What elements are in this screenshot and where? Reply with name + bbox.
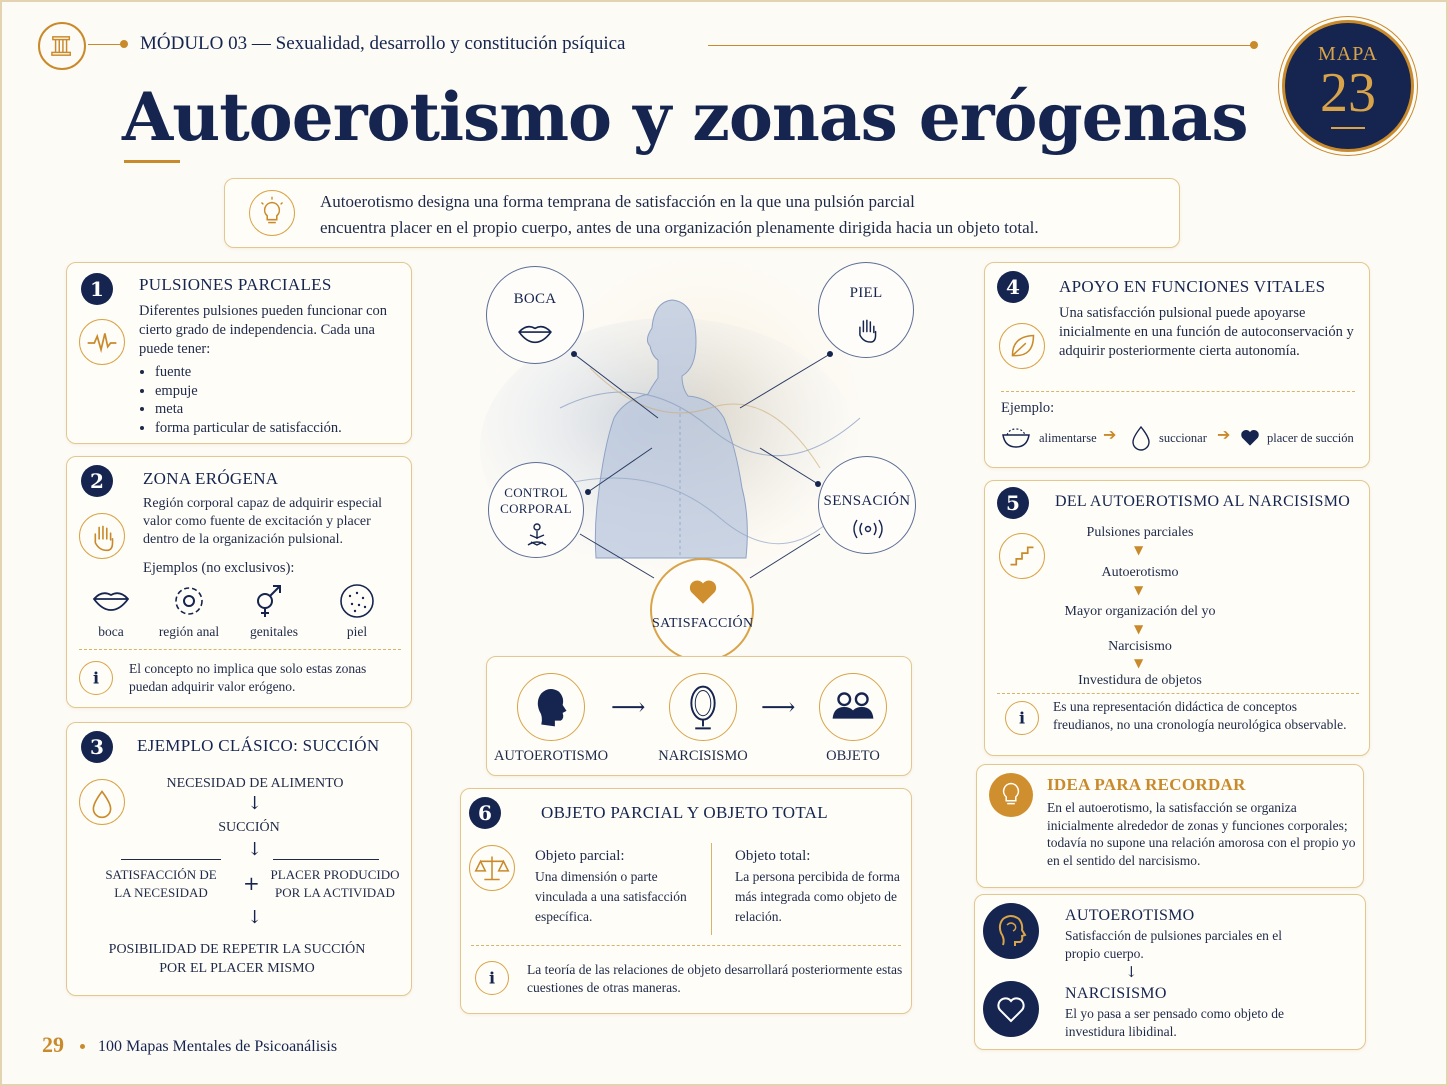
flow-narcisismo: NARCISISMO [658, 748, 748, 764]
header-dot-left [120, 40, 128, 48]
step-investidura: Investidura de objetos [1078, 673, 1202, 688]
step-necesidad: NECESIDAD DE ALIMENTO [166, 776, 344, 791]
heart-icon [983, 981, 1039, 1037]
chain-alimentarse: alimentarse [1039, 431, 1097, 445]
sensacion-label: SENSACIÓN [823, 493, 911, 509]
arrow-down-icon: ▼ [1134, 583, 1144, 597]
list-item: • fuente [155, 363, 405, 382]
header-line-left [88, 44, 124, 45]
badge-underline [1331, 127, 1365, 129]
summary-a-text: Satisfacción de pulsiones parciales en el propio cuerpo. [1065, 928, 1283, 961]
card1-number: 1 [81, 273, 113, 305]
intro-line-1: Autoerotismo designa una forma temprana de satisfacción en la que una pulsión parcial [320, 192, 915, 211]
lips-icon [91, 585, 131, 615]
final-line-2: POR EL PLACER MISMO [159, 961, 315, 976]
idea-text: En el autoerotismo, la satisfacción se organiza inicialmente alrededor de zonas y funciones corporales; todavía no supone una relación amorosa con el propio yo en el sentido del narcisismo. [1047, 800, 1356, 868]
right-line-1: PLACER PRODUCIDO [270, 867, 400, 882]
step-pulsiones: Pulsiones parciales [1086, 525, 1194, 540]
total-title: Objeto total: [735, 848, 811, 864]
header-dot-right [1250, 41, 1258, 49]
flow-autoerotismo: AUTOEROTISMO [493, 748, 609, 764]
left-line-1: SATISFACCIÓN DE [105, 867, 217, 882]
lightbulb-icon [989, 773, 1033, 817]
arrow-right-icon: ⟶ [611, 693, 646, 721]
bubble-piel [818, 262, 914, 358]
arrow-down-icon: ↓ [247, 907, 263, 928]
drop-icon [79, 779, 125, 825]
card6-note: La teoría de las relaciones de objeto desarrollará posteriormente estas cuestiones de otras maneras. [527, 962, 903, 995]
control-label-1: CONTROL [504, 485, 568, 500]
people-icon [819, 673, 887, 741]
arrow-down-icon: ▼ [1134, 656, 1144, 670]
head-profile-icon [983, 903, 1039, 959]
info-icon [79, 661, 113, 695]
idea-title: IDEA PARA RECORDAR [1047, 775, 1246, 794]
card6-title: OBJETO PARCIAL Y OBJETO TOTAL [541, 803, 828, 822]
footer-dot [80, 1044, 85, 1049]
total-text: La persona percibida de forma más integrada como objeto de relación. [735, 869, 900, 924]
card2-divider [79, 649, 401, 650]
card-pulsiones-parciales [66, 262, 412, 444]
example-region-anal: región anal [158, 624, 220, 639]
hand-icon [79, 513, 125, 559]
info-icon [1005, 701, 1039, 735]
leaf-icon [999, 323, 1045, 369]
arrow-down-icon: ▼ [1134, 543, 1144, 557]
arrow-down-icon: ↓ [247, 793, 263, 814]
example-genitales: genitales [250, 624, 298, 639]
badge-number: 23 [1320, 62, 1376, 124]
svg-text:i: i [92, 668, 100, 688]
chain-succionar: succionar [1159, 431, 1207, 445]
column-icon [38, 22, 86, 70]
final-line-1: POSIBILIDAD DE REPETIR LA SUCCIÓN [108, 942, 366, 957]
title-underline [124, 160, 180, 163]
pulse-icon [79, 319, 125, 365]
skin-icon [339, 583, 375, 619]
head-profile-icon [517, 673, 585, 741]
info-icon [475, 961, 509, 995]
list-item: • forma particular de satisfacción. [155, 419, 405, 438]
left-bar [121, 859, 221, 860]
footer-book-title: 100 Mapas Mentales de Psicoanálisis [98, 1038, 338, 1055]
card5-note: Es una representación didáctica de conceptos freudianos, no una cronología neurológica observable. [1053, 699, 1347, 732]
card3-number: 3 [81, 731, 113, 763]
example-boca: boca [98, 624, 124, 639]
left-line-2: LA NECESIDAD [114, 885, 208, 900]
svg-text:i: i [1018, 708, 1026, 728]
bubble-boca [486, 266, 584, 364]
card4-text: Una satisfacción pulsional puede apoyarse inicialmente en una función de autoconservación y adquirir posteriormente cierta autonomía. [1059, 305, 1354, 359]
bubble-sensacion [818, 456, 916, 554]
example-piel: piel [346, 624, 368, 639]
boca-label: BOCA [513, 291, 557, 307]
card-ejemplo-succion [66, 722, 412, 996]
card5-divider [997, 693, 1359, 694]
card6-vertical-divider [711, 843, 712, 935]
mirror-icon [669, 673, 737, 741]
partial-text: Una dimensión o parte vinculada a una satisfacción específica. [535, 869, 687, 924]
right-bar [273, 859, 379, 860]
ring-icon [173, 585, 205, 617]
lightbulb-icon [249, 190, 295, 236]
card1-text: Diferentes pulsiones pueden funcionar con cierto grado de independencia. Cada una puede tener: [139, 303, 388, 357]
step-autoerotismo: Autoerotismo [1101, 565, 1179, 580]
satisfaccion-label: SATISFACCIÓN [652, 616, 754, 631]
card2-text: Región corporal capaz de adquirir especial valor como fuente de excitación y placer dentro de la organización pulsional. [143, 496, 383, 547]
card4-example-label: Ejemplo: [1001, 400, 1055, 416]
card4-divider [1001, 391, 1355, 392]
card6-divider [471, 945, 901, 946]
card3-title: EJEMPLO CLÁSICO: SUCCIÓN [137, 736, 380, 755]
card6-number: 6 [469, 797, 501, 829]
header [0, 0, 1448, 180]
card2-examples-label: Ejemplos (no exclusivos): [143, 560, 295, 576]
partial-title: Objeto parcial: [535, 848, 625, 864]
summary-a-title: AUTOEROTISMO [1065, 907, 1195, 924]
bubble-satisfaccion [650, 558, 754, 662]
step-organizacion-yo: Mayor organización del yo [1064, 604, 1216, 619]
idea-box [976, 764, 1364, 888]
drop-icon [1131, 425, 1151, 451]
map-badge [1282, 20, 1414, 152]
page-title: Autoerotismo y zonas erógenas [122, 78, 1248, 156]
gender-icon [251, 583, 287, 619]
card1-title: PULSIONES PARCIALES [139, 275, 332, 294]
svg-text:i: i [488, 968, 496, 988]
arrow-down-icon: ▼ [1134, 622, 1144, 636]
intro-line-2: encuentra placer en el propio cuerpo, antes de una organización plenamente dirigida hacia un objeto total. [320, 218, 1039, 237]
card1-list [155, 363, 405, 437]
arrow-down-icon: ↓ [1125, 963, 1138, 981]
plus-sign: + [243, 871, 260, 895]
summary-box [974, 894, 1366, 1050]
card4-number: 4 [997, 271, 1029, 303]
arrow-right-icon: ➔ [1103, 425, 1117, 444]
arrow-right-icon: ➔ [1217, 425, 1231, 444]
footer-page-number: 29 [42, 1032, 64, 1057]
right-line-2: POR LA ACTIVIDAD [275, 885, 395, 900]
intro-box [224, 178, 1180, 248]
card-objeto-parcial-total [460, 788, 912, 1014]
flow-box [486, 656, 912, 776]
arrow-down-icon: ↓ [247, 839, 263, 860]
module-label: MÓDULO 03 — Sexualidad, desarrollo y constitución psíquica [140, 33, 626, 54]
card-apoyo-funciones-vitales [984, 262, 1370, 468]
list-item: • empuje [155, 382, 405, 401]
arrow-right-icon: ⟶ [761, 693, 796, 721]
step-narcisismo: Narcisismo [1108, 639, 1172, 654]
scale-icon [469, 845, 515, 891]
stairs-icon [999, 533, 1045, 579]
step-succion: SUCCIÓN [218, 820, 280, 835]
center-illustration [440, 258, 960, 668]
card4-title: APOYO EN FUNCIONES VITALES [1059, 277, 1326, 296]
card5-title: DEL AUTOEROTISMO AL NARCISISMO [1055, 493, 1351, 510]
card-zona-erogena [66, 456, 412, 708]
card-autoerotismo-narcisismo [984, 480, 1370, 756]
piel-label: PIEL [849, 285, 883, 301]
card2-number: 2 [81, 465, 113, 497]
heart-icon [1239, 427, 1261, 447]
card5-number: 5 [997, 487, 1029, 519]
card2-note: El concepto no implica que solo estas zonas puedan adquirir valor erógeno. [129, 661, 367, 694]
badge-label: MAPA [1318, 43, 1378, 65]
list-item: • meta [155, 400, 405, 419]
card2-title: ZONA ERÓGENA [143, 469, 279, 488]
header-line-right [708, 45, 1254, 46]
bubble-control-corporal [488, 462, 584, 558]
chain-placer-succion: placer de succión [1267, 431, 1354, 445]
control-label-2: CORPORAL [500, 501, 572, 516]
summary-b-text: El yo pasa a ser pensado como objeto de investidura libidinal. [1065, 1006, 1284, 1039]
summary-b-title: NARCISISMO [1065, 985, 1167, 1002]
bowl-icon [1001, 425, 1031, 449]
flow-objeto: OBJETO [826, 748, 880, 764]
